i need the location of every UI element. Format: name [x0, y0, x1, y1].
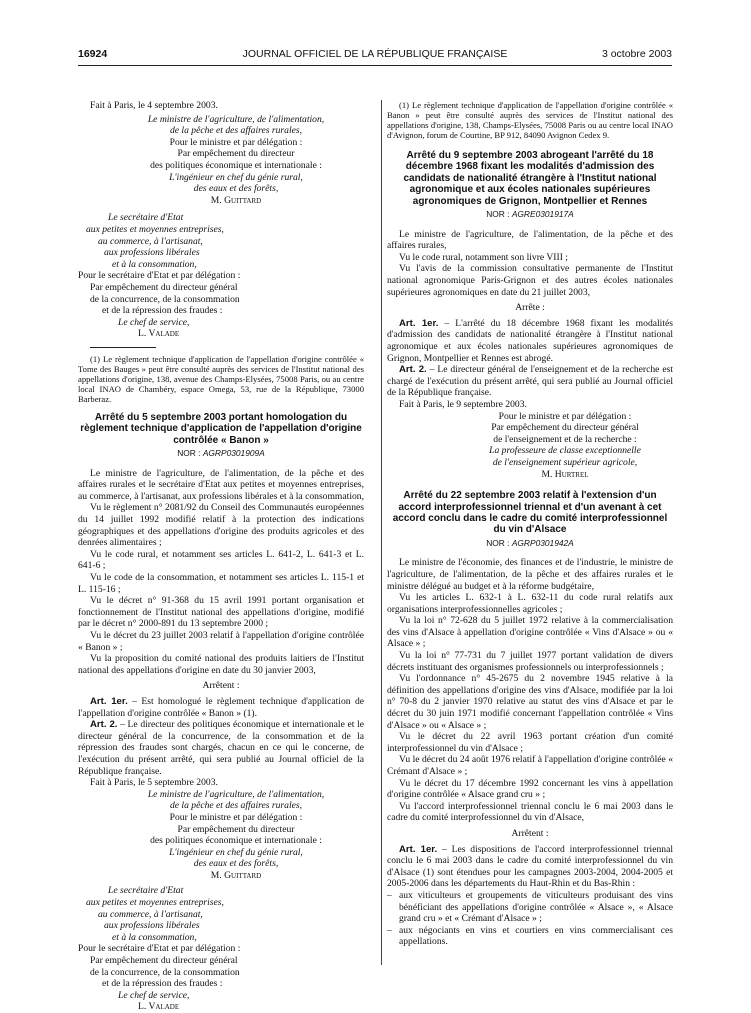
paragraph: Vu le règlement n° 2081/92 du Conseil des Communautés européennes du 14 juillet 1992 modifié relatif à la protection des indications géographiques et des appellations d'origine des produits agricoles et des denrées alimentaires ;: [78, 502, 364, 549]
signatory-name: M. Hurtrel: [541, 468, 589, 480]
decree-title: Arrêté du 22 septembre 2003 relatif à l'extension d'un accord interprofessionnel triennal et d'un avenant à cet accord conclu dans le cadre du comité interprofessionnel du vin d'Alsace: [392, 490, 668, 536]
sig-line: Pour le ministre et par délégation :: [498, 410, 632, 422]
paragraph: Vu les articles L. 632-1 à L. 632-11 du code rural relatifs aux organisations interprofessionnelles agricoles ;: [387, 592, 673, 615]
sig-line: de la pêche et des affaires rurales,: [169, 800, 303, 812]
sig-line: aux professions libérales: [104, 920, 200, 932]
sig-line: de la concurrence, de la consommation: [90, 966, 240, 978]
paragraph: Vu la loi n° 77-731 du 7 juillet 1977 portant validation de divers décrets instituant des organismes professionnels ou interprofessionnels ;: [387, 650, 673, 673]
sig-line: Pour le ministre et par délégation :: [169, 811, 303, 823]
issue-date: 3 octobre 2003: [601, 48, 672, 60]
sig-line: Par empêchement du directeur général: [491, 422, 639, 434]
sig-line: Pour le secrétaire d'Etat et par délégation :: [78, 270, 241, 282]
header-rule: [78, 65, 672, 66]
nor-reference: NOR : AGRP0301942A: [486, 537, 574, 548]
paragraph: Vu l'accord interprofessionnel triennal conclu le 6 mai 2003 dans le cadre du comité interprofessionnel du vin d'Alsace,: [387, 800, 673, 824]
sig-line: et à la consommation,: [112, 931, 197, 943]
sig-line: et de la répression des fraudes :: [102, 978, 223, 990]
sig-line: Le chef de service,: [118, 316, 190, 328]
signature-block: [78, 789, 364, 882]
paragraph: Vu la loi n° 72-628 du 5 juillet 1972 relative à la commercialisation des vins d'Alsace à appellation d'origine contrôlée « Vins d'Alsace » ou « Alsace » ;: [387, 615, 673, 650]
page-number: 16924: [78, 48, 108, 60]
signatory-name: L. Valade: [138, 1001, 180, 1013]
paragraph: Vu l'ordonnance n° 45-2675 du 2 novembre 1945 relative à la définition des appellations d'origine des vins d'Alsace, modifiée par la loi n° 70-8 du 2 janvier 1970 relative au statut des vins d'Alsace et par le décret du 30 juin 1971 modifié concernant l'appellation contrôlée « Vins d'Alsace » ou « Alsace » ;: [387, 673, 673, 731]
sig-line: aux petites et moyennes entreprises,: [86, 897, 224, 909]
fait-line: Fait à Paris, le 5 septembre 2003.: [90, 777, 218, 789]
sig-line: de la pêche et des affaires rurales,: [169, 125, 303, 137]
paragraph: Vu le code de la consommation, et notamment ses articles L. 115-1 et L. 115-16 ;: [78, 572, 364, 595]
footnote-rule: [90, 347, 156, 348]
sig-line: Par empêchement du directeur général: [90, 281, 238, 293]
sig-line: de l'enseignement supérieur agricole,: [492, 456, 638, 468]
article: Art. 2. – Le directeur des politiques économique et internationale et le directeur général de la concurrence, de la consommation et de la répression des fraudes sont chargés, chacun en ce qui le concerne, de l'exécution du présent arrêté, qui sera publié au Journal officiel de la République française.: [78, 719, 364, 777]
paragraph: Vu le décret n° 91-368 du 15 avril 1991 portant organisation et fonctionnement de l'Institut national des appellations d'origine, modifié par le décret n° 2000-891 du 13 septembre 2000 ;: [78, 595, 364, 630]
paragraph: Vu le code rural, notamment son livre VIII ;: [399, 251, 568, 263]
paragraph: Vu l'avis de la commission consultative permanente de l'Institut national agronomique Paris-Grignon et des autres écoles nationales supérieures agronomiques en date du 21 juillet 2003,: [387, 263, 673, 298]
sig-line: Par empêchement du directeur général: [90, 955, 238, 967]
paragraph: Vu le décret du 24 août 1976 relatif à l'appellation d'origine contrôlée « Crémant d'Alsace » ;: [387, 754, 673, 777]
signature-block: [78, 212, 364, 340]
sig-line: Par empêchement du directeur: [177, 823, 295, 835]
sig-line: aux petites et moyennes entreprises,: [86, 223, 224, 235]
journal-title: JOURNAL OFFICIEL DE LA RÉPUBLIQUE FRANÇAISE: [242, 48, 508, 60]
nor-reference: NOR : AGRP0301909A: [177, 448, 265, 459]
paragraph: Le ministre de l'économie, des finances et de l'industrie, le ministre de l'agriculture, de l'alimentation, de la pêche et des affaires rurales et le ministre délégué au budget et à la réforme budgétaire,: [387, 557, 673, 592]
sig-line: et à la consommation,: [112, 258, 197, 270]
sig-line: Le secrétaire d'Etat: [108, 885, 184, 897]
decree-title: Arrêté du 5 septembre 2003 portant homologation du règlement technique d'application de l'appellation d'origine contrôlée « Banon »: [80, 411, 362, 446]
fait-line: Fait à Paris, le 4 septembre 2003.: [90, 100, 218, 111]
paragraph: Le ministre de l'agriculture, de l'alimentation, de la pêche et des affaires rurales,: [387, 228, 673, 252]
article: Art. 1er. – Est homologué le règlement technique d'application de l'appellation d'origine contrôlée « Banon » (1).: [78, 695, 364, 719]
sig-line: Le chef de service,: [118, 989, 190, 1001]
left-column: [78, 100, 364, 1013]
sig-line: Par empêchement du directeur: [177, 148, 295, 160]
sig-line: de la concurrence, de la consommation: [90, 293, 240, 305]
sig-line: des politiques économique et internationale :: [150, 159, 322, 171]
signatory-name: L. Valade: [138, 328, 180, 340]
footnote: (1) Le règlement technique d'application de l'appellation d'origine contrôlée « Banon » peut être consulté auprès des services de l'Institut national des appellations d'origine, 138, Champs-Elysées, 75008 Paris ou au centre local INAO d'Avignon, forum de Courtine, BP 912, 84090 Avignon Cedex 9.: [387, 100, 673, 140]
dash-list: [387, 890, 673, 948]
paragraph: Vu le décret du 23 juillet 2003 relatif à l'appellation d'origine contrôlée « Banon » ;: [78, 630, 364, 653]
sig-line: L'ingénieur en chef du génie rural,: [169, 846, 303, 858]
signature-block: [78, 885, 364, 1013]
sig-line: aux professions libérales: [104, 247, 200, 259]
sig-line: et de la répression des fraudes :: [102, 305, 223, 317]
article: Art. 2. – Le directeur général de l'enseignement et de la recherche est chargé de l'exécution du présent arrêté, qui sera publié au Journal officiel de la République française.: [387, 364, 673, 399]
arrete-heading: Arrête :: [515, 302, 545, 314]
arretent-heading: Arrêtent :: [202, 680, 240, 692]
list-item: – aux négociants en vins et courtiers en vins commercialisant ces appellations.: [387, 925, 673, 948]
paragraph: Vu le décret du 22 avril 1963 portant création d'un comité interprofessionnel du vin d'Alsace ;: [387, 731, 673, 754]
sig-line: de l'enseignement et de la recherche :: [493, 433, 637, 445]
signatory-name: M. Guittard: [210, 869, 262, 881]
list-item: – aux viticulteurs et groupements de viticulteurs produisant des vins bénéficiant des appellations d'origine contrôlée « Alsace », « Alsace grand cru » et « Crémant d'Alsace » ;: [387, 890, 673, 925]
signature-block: [78, 114, 364, 207]
sig-line: des politiques économique et internationale :: [150, 835, 322, 847]
signature-block: [427, 411, 673, 481]
sig-line: au commerce, à l'artisanat,: [98, 908, 203, 920]
sig-line: Pour le ministre et par délégation :: [169, 136, 303, 148]
sig-line: L'ingénieur en chef du génie rural,: [169, 171, 303, 183]
sig-line: Le secrétaire d'Etat: [108, 212, 184, 224]
sig-line: des eaux et des forêts,: [193, 858, 279, 870]
fait-line: Fait à Paris, le 9 septembre 2003.: [399, 398, 527, 410]
paragraph: Vu la proposition du comité national des produits laitiers de l'Institut national des appellations d'origine en date du 30 janvier 2003,: [78, 653, 364, 676]
signatory-name: M. Guittard: [210, 194, 262, 206]
paragraph: Le ministre de l'agriculture, de l'alimentation, de la pêche et des affaires rurales et le secrétaire d'Etat aux petites et moyennes entreprises, au commerce, à l'artisanat, aux professions libérales et à la consommation,: [78, 467, 364, 502]
page-header: [78, 49, 672, 63]
right-column: [387, 100, 673, 948]
paragraph: Vu le code rural, et notamment ses articles L. 641-2, L. 641-3 et L. 641-6 ;: [78, 548, 364, 572]
sig-line: Le ministre de l'agriculture, de l'alimentation,: [147, 113, 325, 125]
decree-title: Arrêté du 9 septembre 2003 abrogeant l'arrêté du 18 décembre 1968 fixant les modalités d'admission des candidats de nationalité étrangère à l'Institut national agronomique et aux écoles nationales supérieures agronomiques de Grignon, Montpellier et Rennes: [403, 150, 657, 207]
article: Art. 1er. – Les dispositions de l'accord interprofessionnel triennal conclu le 6 mai 2003 dans le cadre du comité interprofessionnel du vin d'Alsace (1) sont étendues pour les campagnes 2003-2004, 2004-2005 et 2005-2006 dans les départements du Haut-Rhin et du Bas-Rhin :: [387, 843, 673, 890]
sig-line: La professeure de classe exceptionnelle: [489, 445, 641, 457]
footnote: (1) Le règlement technique d'application de l'appellation d'origine contrôlée « Tome des Bauges » peut être consulté auprès des services de l'Institut national des appellations d'origine, 138, avenue des Champs-Elysées, 75008 Paris, ou au centre local INAO de Chambéry, espace Omega, 53, rue de la République, 73000 Barberaz.: [78, 353, 364, 404]
sig-line: des eaux et des forêts,: [193, 183, 279, 195]
sig-line: Le ministre de l'agriculture, de l'alimentation,: [147, 788, 325, 800]
nor-reference: NOR : AGRE0301917A: [486, 209, 574, 220]
sig-line: au commerce, à l'artisanat,: [98, 235, 203, 247]
paragraph: Vu le décret du 17 décembre 1992 concernant les vins à appellation d'origine contrôlée « Alsace grand cru » ;: [387, 777, 673, 801]
article: Art. 1er. – L'arrêté du 18 décembre 1968 fixant les modalités d'admission des candidats de nationalité étrangère à l'Institut national agronomique et aux écoles nationales supérieures agronomiques de Grignon, Montpellier et Rennes est abrogé.: [387, 317, 673, 364]
arretent-heading: Arrêtent :: [511, 827, 549, 839]
column-separator: [381, 100, 382, 965]
sig-line: Pour le secrétaire d'Etat et par délégation :: [78, 943, 241, 955]
